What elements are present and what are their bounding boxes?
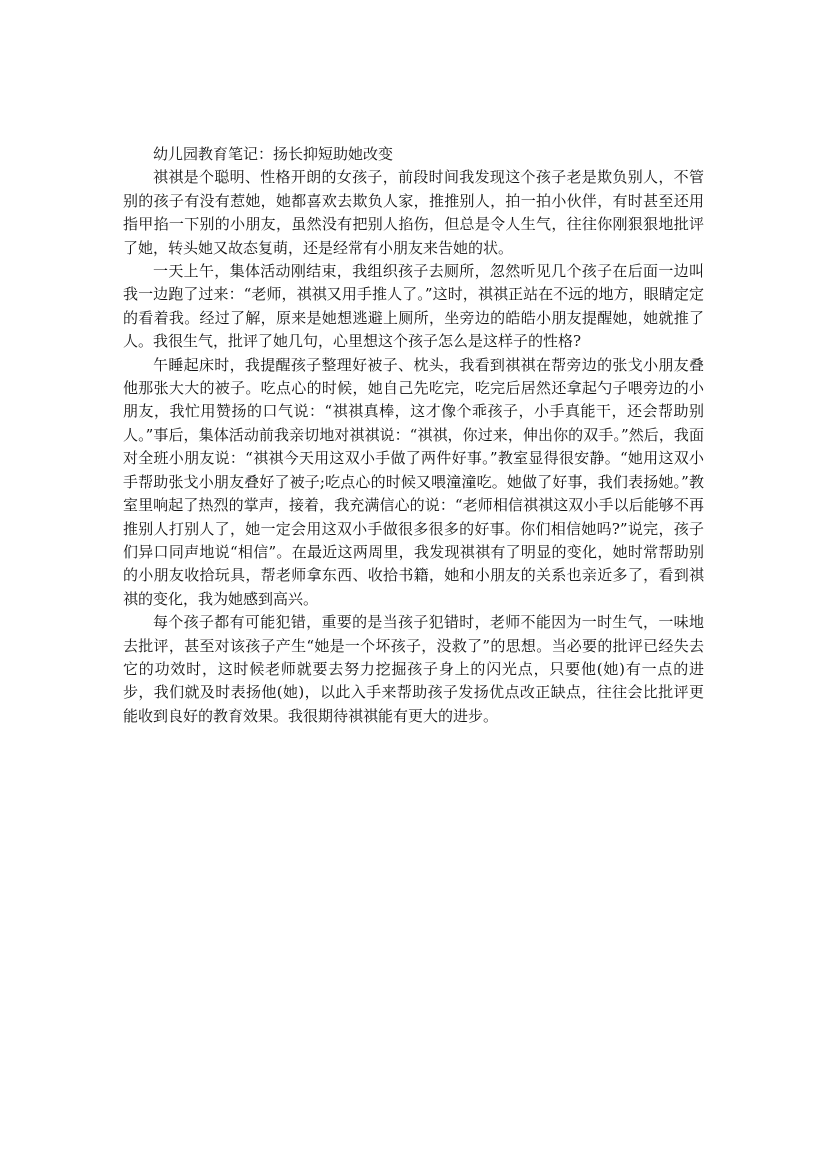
document-title: 幼儿园教育笔记：扬长抑短助她改变	[153, 145, 394, 163]
paragraph-4: 每个孩子都有可能犯错，重要的是当孩子犯错时，老师不能因为一时生气，一味地去批评，甚至对该孩子产生“她是一个坏孩子，没救了”的思想。当必要的批评已经失去它的功效时，这时候老师就要去努力挖掘孩子身上的闪光点，只要他(她)有一点的进步，我们就及时表扬他(她)，以此入手来帮助孩子发扬优点改正缺点，往往会比批评更能收到良好的教育效果。我很期待祺祺能有更大的进步。	[123, 613, 704, 725]
paragraph-2: 一天上午，集体活动刚结束，我组织孩子去厕所，忽然听见几个孩子在后面一边叫我一边跑了过来：“老师，祺祺又用手推人了。”这时，祺祺正站在不远的地方，眼睛定定的看着我。经过了解，原来是她想逃避上厕所，坐旁边的皓皓小朋友提醒她，她就推了人。我很生气，批评了她几句，心里想这个孩子怎么是这样子的性格?	[123, 262, 704, 351]
paragraph-1: 祺祺是个聪明、性格开朗的女孩子，前段时间我发现这个孩子老是欺负别人，不管别的孩子有没有惹她，她都喜欢去欺负人家，推推别人，拍一拍小伙伴，有时甚至还用指甲掐一下别的小朋友，虽然没有把别人掐伤，但总是令人生气，往往你刚狠狠地批评了她，转头她又故态复萌，还是经常有小朋友来告她的状。	[123, 168, 704, 257]
paragraph-3: 午睡起床时，我提醒孩子整理好被子、枕头，我看到祺祺在帮旁边的张戈小朋友叠他那张大大的被子。吃点心的时候，她自己先吃完，吃完后居然还拿起勺子喂旁边的小朋友，我忙用赞扬的口气说：“祺祺真棒，这才像个乖孩子，小手真能干，还会帮助别人。”事后，集体活动前我亲切地对祺祺说：“祺祺，你过来，伸出你的双手。”然后，我面对全班小朋友说：“祺祺今天用这双小手做了两件好事。”教室显得很安静。“她用这双小手帮助张戈小朋友叠好了被子;吃点心的时候又喂潼潼吃。她做了好事，我们表扬她。”教室里响起了热烈的掌声，接着，我充满信心的说：“老师相信祺祺这双小手以后能够不再推别人打别人了，她一定会用这双小手做很多很多的好事。你们相信她吗?”说完，孩子们异口同声地说“相信”。在最近这两周里，我发现祺祺有了明显的变化，她时常帮助别的小朋友收拾玩具，帮老师拿东西、收拾书籍，她和小朋友的关系也亲近多了，看到祺祺的变化，我为她感到高兴。	[123, 355, 704, 608]
document-body	[123, 143, 704, 728]
